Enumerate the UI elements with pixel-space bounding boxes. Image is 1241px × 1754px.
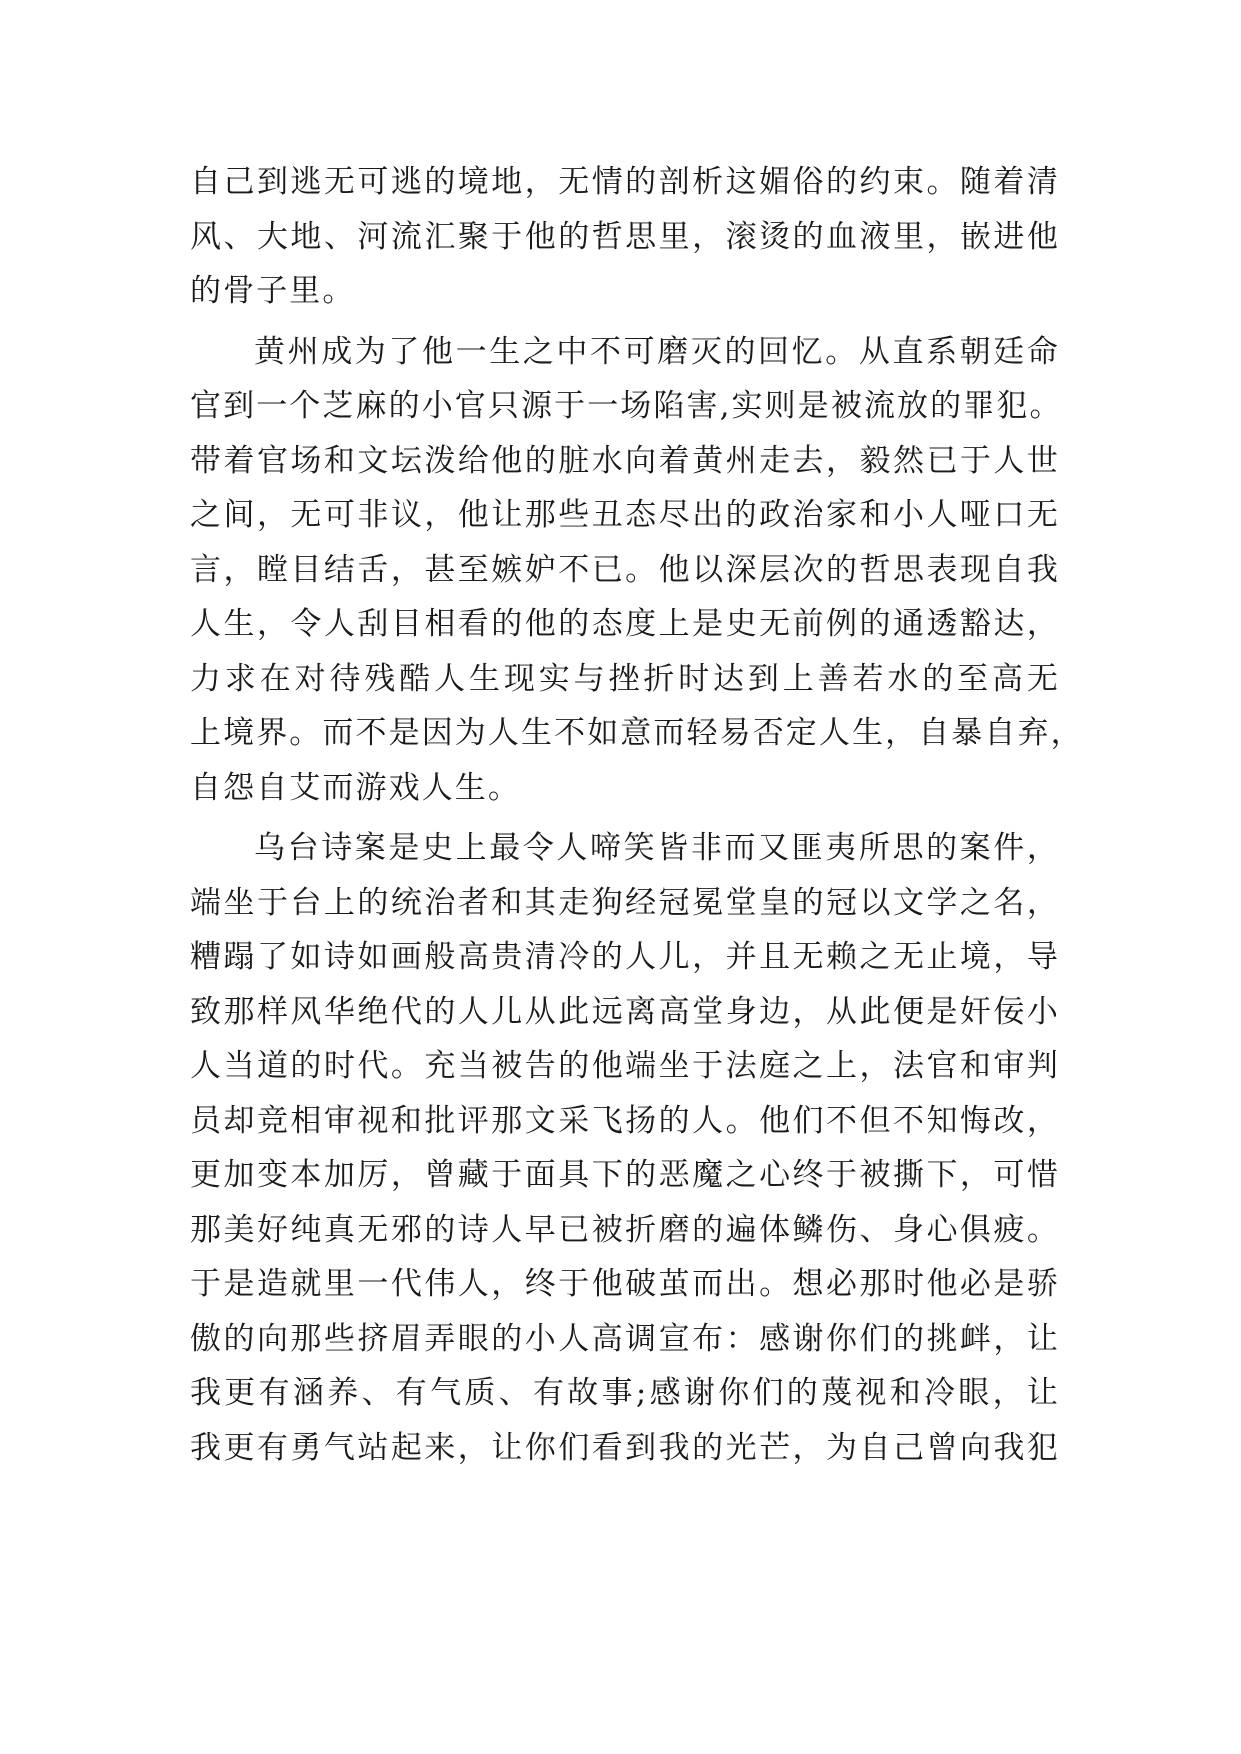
- text-line: 自怨自艾而游戏人生。: [190, 769, 521, 806]
- text-line: 官到一个芝麻的小官只源于一场陷害,实则是被流放的罪犯。: [190, 388, 1063, 424]
- text-line: 员却竞相审视和批评那文采飞扬的人。他们不但不知悔改，: [190, 1102, 1060, 1139]
- text-line: 上境界。而不是因为人生不如意而轻易否定人生，自暴自弃，: [190, 715, 1084, 751]
- paragraph-3: [190, 821, 1060, 1475]
- text-line: 的骨子里。: [190, 273, 356, 309]
- text-line: 致那样风华绝代的人儿从此远离高堂身边，从此便是奸佞小: [190, 993, 1060, 1030]
- text-line: 我更有涵养、有气质、有故事;感谢你们的蔑视和冷眼，让: [190, 1375, 1060, 1411]
- text-line: 黄州成为了他一生之中不可磨灭的回忆。从直系朝廷命: [254, 333, 1060, 370]
- text-line: 端坐于台上的统治者和其走狗经冠冕堂皇的冠以文学之名，: [190, 884, 1060, 921]
- text-line: 人当道的时代。充当被告的他端坐于法庭之上，法官和审判: [190, 1048, 1060, 1084]
- text-line: 我更有勇气站起来，让你们看到我的光芒，为自己曾向我犯: [190, 1429, 1060, 1466]
- paragraph-1: [190, 155, 1060, 319]
- text-line: 风、大地、河流汇聚于他的哲思里，滚烫的血液里，嵌进他: [190, 218, 1060, 255]
- text-line: 带着官场和文坛泼给他的脏水向着黄州走去，毅然已于人世: [190, 442, 1060, 479]
- text-line: 力求在对待残酷人生现实与挫折时达到上善若水的至高无: [190, 660, 1060, 697]
- text-line: 自己到逃无可逃的境地，无情的剖析这媚俗的约束。随着清: [190, 164, 1060, 200]
- text-line: 人生，令人刮目相看的他的态度上是史无前例的通透豁达，: [190, 606, 1060, 642]
- text-line: 傲的向那些挤眉弄眼的小人高调宣布：感谢你们的挑衅，让: [190, 1320, 1060, 1357]
- text-line: 乌台诗案是史上最令人啼笑皆非而又匪夷所思的案件，: [254, 830, 1060, 866]
- text-line: 糟蹋了如诗如画般高贵清冷的人儿，并且无赖之无止境，导: [190, 939, 1060, 975]
- text-line: 之间，无可非议，他让那些丑态尽出的政治家和小人哑口无: [190, 497, 1060, 533]
- text-line: 言，瞠目结舌，甚至嫉妒不已。他以深层次的哲思表现自我: [190, 551, 1060, 588]
- text-line: 于是造就里一代伟人，终于他破茧而出。想必那时他必是骄: [190, 1266, 1060, 1302]
- paragraph-2: [190, 325, 1084, 816]
- text-line: 那美好纯真无邪的诗人早已被折磨的遍体鳞伤、身心俱疲。: [190, 1211, 1060, 1248]
- text-line: 更加变本加厉，曾藏于面具下的恶魔之心终于被撕下，可惜: [190, 1157, 1060, 1193]
- document-body: [190, 155, 1084, 1475]
